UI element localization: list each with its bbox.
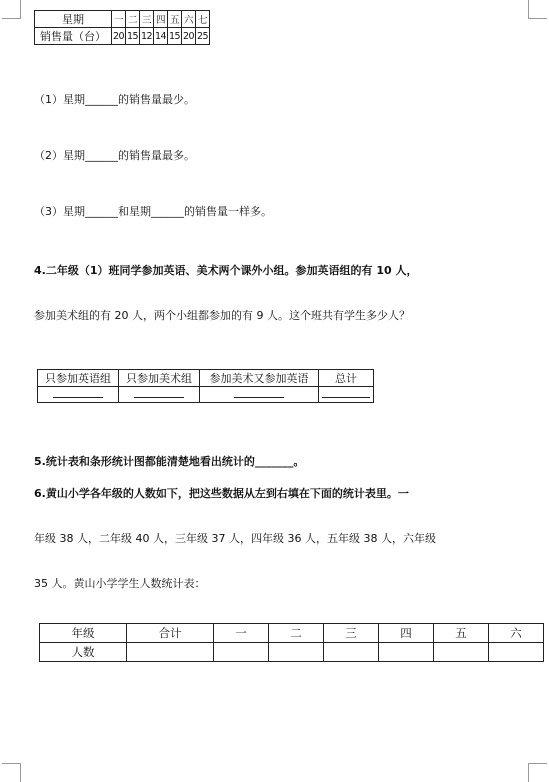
q6-line-3: 35 人。黄山小学学生人数统计表：: [34, 577, 206, 590]
sales-value-7: 25: [196, 28, 210, 45]
q3-part-1: （1）星期______的销售量最少。: [34, 93, 195, 106]
group-answer-both[interactable]: [200, 387, 319, 403]
grade-count-5[interactable]: [434, 643, 489, 662]
grade-count-row: [40, 643, 544, 662]
sales-value-1: 20: [112, 28, 126, 45]
group-header-row: [38, 370, 374, 387]
q4-line-1: 4.二年级（1）班同学参加英语、美术两个课外小组。参加英语组的有 10 人，: [34, 264, 418, 277]
sales-day-2: 二: [126, 11, 140, 28]
group-answer-art-only[interactable]: [119, 387, 200, 403]
grade-header-2: 二: [269, 624, 324, 643]
grade-count-3[interactable]: [324, 643, 379, 662]
grade-header-row: [40, 624, 544, 643]
grade-header-6: 六: [489, 624, 544, 643]
grade-header-4: 四: [379, 624, 434, 643]
sales-day-6: 六: [182, 11, 196, 28]
group-answer-row: [38, 387, 374, 403]
grade-count-6[interactable]: [489, 643, 544, 662]
q4-line-2: 参加美术组的有 20 人，两个小组都参加的有 9 人。这个班共有学生多少人？: [34, 309, 410, 322]
group-header-total: 总计: [319, 370, 374, 387]
q6-line-1: 6.黄山小学各年级的人数如下，把这些数据从左到右填在下面的统计表里。一: [34, 487, 409, 500]
group-answer-english-only[interactable]: [38, 387, 119, 403]
grade-row-label: 人数: [40, 643, 127, 662]
grade-header-3: 三: [324, 624, 379, 643]
grade-header-5: 五: [434, 624, 489, 643]
sales-header-label: 星期: [35, 11, 112, 28]
q3-part-3: （3）星期______和星期______的销售量一样多。: [34, 205, 272, 218]
sales-value-row: [35, 28, 210, 45]
sales-day-3: 三: [140, 11, 154, 28]
sales-day-1: 一: [112, 11, 126, 28]
sales-header-row: [35, 11, 210, 28]
grade-count-1[interactable]: [214, 643, 269, 662]
grade-header-grade: 年级: [40, 624, 127, 643]
crop-mark-bottom-left: [2, 763, 21, 782]
group-answer-total[interactable]: [319, 387, 374, 403]
grade-header-1: 一: [214, 624, 269, 643]
sales-value-6: 20: [182, 28, 196, 45]
sales-value-5: 15: [168, 28, 182, 45]
grade-table: [39, 623, 544, 662]
grade-count-2[interactable]: [269, 643, 324, 662]
crop-mark-top-left: [2, 0, 21, 19]
grade-header-total: 合计: [127, 624, 214, 643]
sales-value-3: 12: [140, 28, 154, 45]
sales-day-7: 七: [196, 11, 210, 28]
q5-text: 5.统计表和条形统计图都能清楚地看出统计的_______。: [34, 455, 305, 468]
group-table: [37, 369, 374, 403]
sales-day-5: 五: [168, 11, 182, 28]
group-header-english-only: 只参加英语组: [38, 370, 119, 387]
sales-value-2: 15: [126, 28, 140, 45]
sales-row-label: 销售量（台）: [35, 28, 112, 45]
q3-part-2: （2）星期______的销售量最多。: [34, 149, 195, 162]
grade-count-total[interactable]: [127, 643, 214, 662]
grade-count-4[interactable]: [379, 643, 434, 662]
crop-mark-bottom-right: [528, 763, 547, 782]
sales-day-4: 四: [154, 11, 168, 28]
sales-value-4: 14: [154, 28, 168, 45]
sales-table: [34, 10, 210, 45]
group-header-both: 参加美术又参加英语: [200, 370, 319, 387]
q6-line-2: 年级 38 人，二年级 40 人，三年级 37 人，四年级 36 人，五年级 38 人，六年级: [34, 532, 436, 545]
group-header-art-only: 只参加美术组: [119, 370, 200, 387]
crop-mark-top-right: [528, 0, 547, 19]
